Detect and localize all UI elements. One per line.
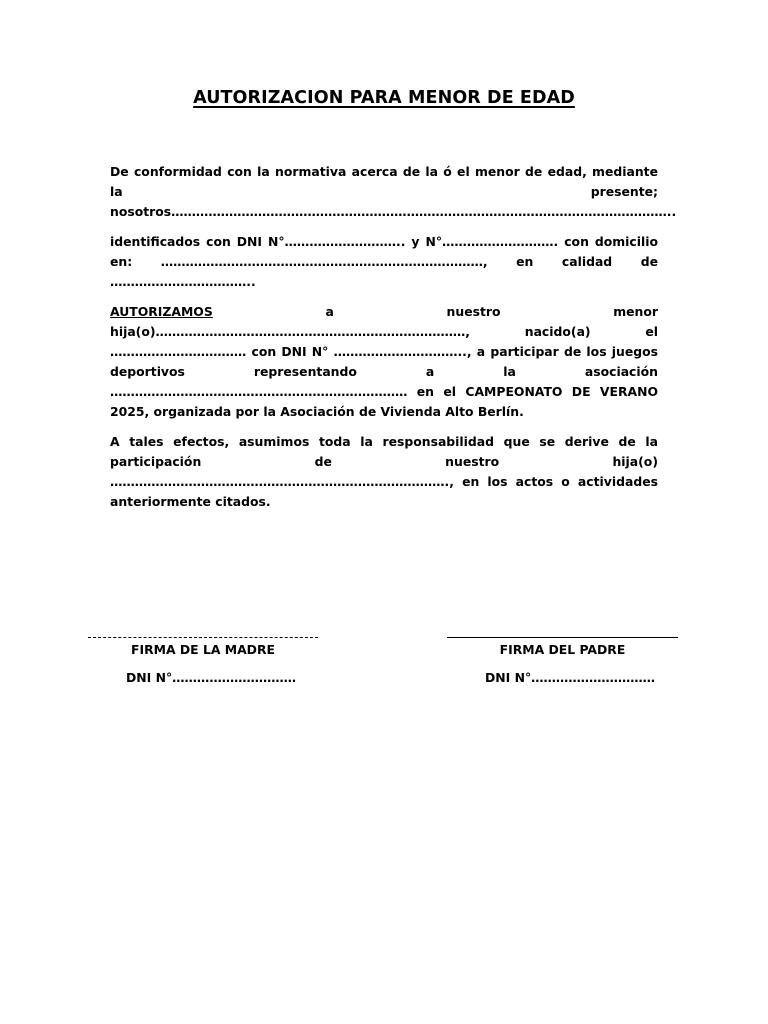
paragraph-conformity: De conformidad con la normativa acerca de la ó el menor de edad, mediante la presente; nosotros…………………………………………………………………………………………………………..: [110, 164, 677, 219]
authorization-keyword: AUTORIZAMOS: [110, 304, 213, 319]
document-title: AUTORIZACION PARA MENOR DE EDAD: [193, 88, 575, 108]
father-dni-field: DNI N°…………………………: [485, 670, 656, 685]
document-body: [110, 162, 677, 522]
paragraph-responsibility: A tales efectos, asumimos toda la responsabilidad que se derive de la participación de nuestro hija(o) ………………………………………………………………………., en los actos o actividades anteriormente citados.: [110, 434, 658, 509]
authorization-text: a nuestro menor hija(o)…………………………………………………………………, nacido(a) el …………………………… con DNI N° ………………………….., a participar de los juegos deportivos representando a la asociación ……………………………………………………………… en el CAMPEONATO DE VERANO 2025, organizada por la Asociación de Vivienda Alto Berlín.: [110, 304, 658, 419]
father-signature-label: FIRMA DEL PADRE: [499, 642, 626, 657]
mother-signature-line: [88, 637, 318, 638]
mother-signature-label: FIRMA DE LA MADRE: [131, 642, 275, 657]
mother-dni-field: DNI N°…………………………: [126, 670, 297, 685]
paragraph-authorization: [110, 302, 658, 422]
father-signature-line: [447, 637, 678, 638]
paragraph-identification: identificados con DNI N°……………………….. y N°………………………. con domicilio en: ……………………………………………………………………, en calidad de ……………………………..: [110, 234, 658, 289]
